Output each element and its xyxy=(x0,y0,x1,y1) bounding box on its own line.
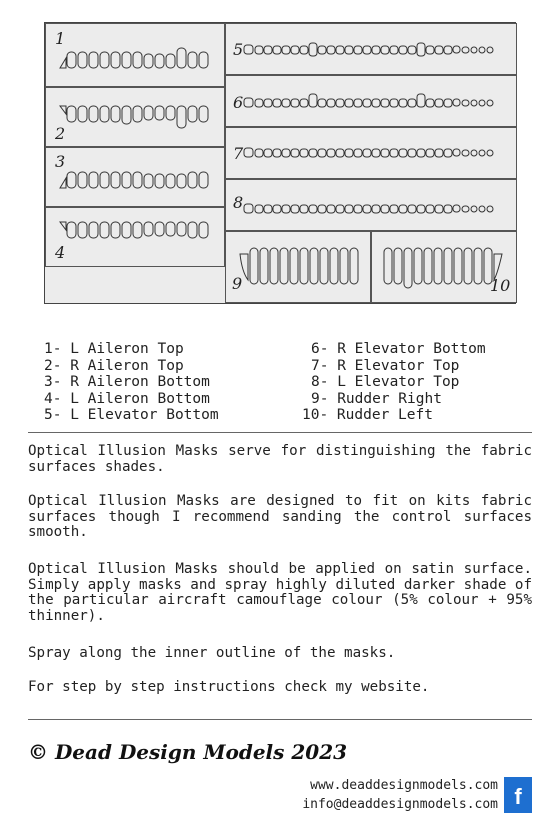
legend-item: 10- Rudder Left xyxy=(302,407,433,423)
mask-cell-2 xyxy=(45,87,225,147)
mask-cell-9 xyxy=(225,231,371,303)
legend-item: 9- Rudder Right xyxy=(311,390,442,407)
mask-number-7: 7 xyxy=(233,144,244,163)
aileron-mask-outline xyxy=(46,208,226,268)
mask-number-10: 10 xyxy=(490,276,511,295)
legend-item: 5- L Elevator Bottom xyxy=(44,407,219,423)
mask-number-1: 1 xyxy=(55,29,66,48)
mask-cell-8 xyxy=(225,179,517,231)
mask-number-5: 5 xyxy=(233,40,244,59)
legend-right xyxy=(302,341,486,424)
mask-number-9: 9 xyxy=(232,274,243,293)
paragraph: Spray along the inner outline of the masks. xyxy=(28,645,396,661)
legend-item: 8- L Elevator Top xyxy=(311,374,460,390)
legend-item: 1- L Aileron Top xyxy=(44,341,184,357)
elevator-mask-outline xyxy=(226,128,518,180)
legend-item: 3- R Aileron Bottom xyxy=(44,374,210,390)
rudder-mask-outline xyxy=(226,232,372,304)
mask-number-2: 2 xyxy=(55,124,66,143)
mask-number-3: 3 xyxy=(55,152,66,171)
mask-cell-3 xyxy=(45,147,225,207)
divider-top xyxy=(28,432,532,433)
aileron-mask-outline xyxy=(46,88,226,148)
legend-left xyxy=(44,341,219,424)
mask-cell-4 xyxy=(45,207,225,267)
aileron-mask-outline xyxy=(46,148,226,208)
legend-item: 7- R Elevator Top xyxy=(311,357,460,374)
mask-sheet xyxy=(44,22,516,304)
paragraph: Optical Illusion Masks are designed to fit on kits fabric surfaces though I recommend sanding the control surfaces smooth. xyxy=(28,493,532,541)
paragraph: Optical Illusion Masks should be applied on satin surface. Simply apply masks and spray highly diluted darker shade of the particular aircraft camouflage colour (5% colour + 95% thinner). xyxy=(28,561,532,624)
legend-item: 4- L Aileron Bottom xyxy=(44,390,210,407)
elevator-mask-outline xyxy=(226,76,518,128)
mask-cell-6 xyxy=(225,75,517,127)
contact-block xyxy=(302,776,498,814)
divider-bottom xyxy=(28,719,532,720)
elevator-mask-outline xyxy=(226,24,518,76)
website-link[interactable]: www.deaddesignmodels.com xyxy=(310,778,498,793)
email-link[interactable]: info@deaddesignmodels.com xyxy=(302,797,498,812)
mask-number-6: 6 xyxy=(233,93,244,112)
mask-cell-5 xyxy=(225,23,517,75)
legend-item: 2- R Aileron Top xyxy=(44,357,184,374)
facebook-icon[interactable]: f xyxy=(504,777,532,813)
paragraph: Optical Illusion Masks serve for distinguishing the fabric surfaces shades. xyxy=(28,443,532,475)
elevator-mask-outline xyxy=(226,180,518,232)
mask-cell-10 xyxy=(371,231,517,303)
mask-cell-1 xyxy=(45,23,225,87)
mask-number-4: 4 xyxy=(55,243,66,262)
legend-item: 6- R Elevator Bottom xyxy=(311,341,486,357)
aileron-mask-outline xyxy=(46,24,226,88)
paragraph: For step by step instructions check my website. xyxy=(28,679,430,695)
brand-signature: © Dead Design Models 2023 xyxy=(28,740,348,764)
mask-number-8: 8 xyxy=(233,193,244,212)
mask-cell-7 xyxy=(225,127,517,179)
